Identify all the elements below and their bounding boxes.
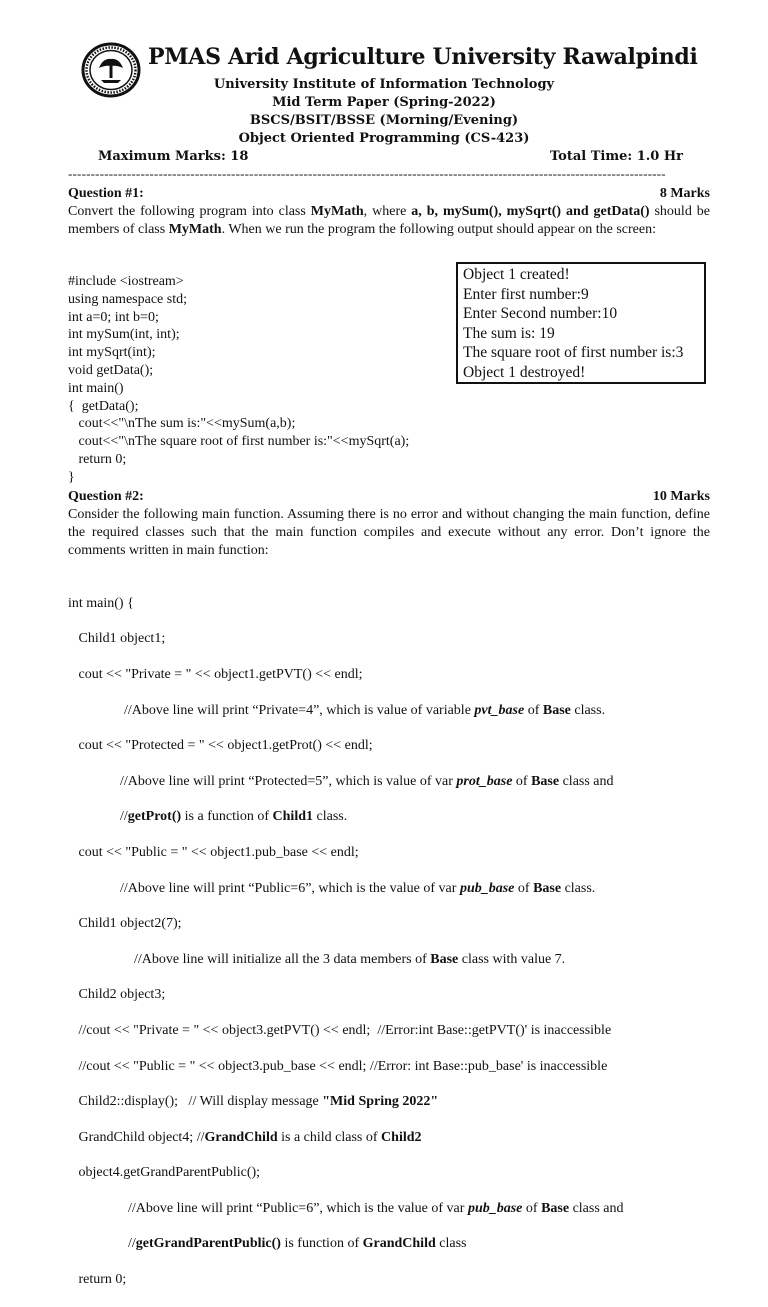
comment-keyword: pub_base	[459, 880, 515, 896]
comment-keyword: pub_base	[467, 1200, 523, 1216]
q1-members: a, b, mySum(), mySqrt() and getData()	[411, 204, 650, 219]
question-1-code	[68, 273, 409, 487]
code-comment	[68, 1235, 624, 1253]
code-line: int mySum(int, int);	[68, 327, 180, 343]
code-comment	[68, 808, 624, 826]
comment-text: of	[522, 1200, 542, 1216]
code-line: Child1 object1;	[68, 631, 166, 647]
question-2-title: Question #2:	[68, 489, 144, 504]
code-comment	[68, 880, 624, 898]
code-line: return 0;	[68, 451, 127, 467]
comment-keyword: Base	[533, 880, 562, 896]
course-title: Object Oriented Programming (CS-423)	[238, 131, 530, 146]
programs-line: BSCS/BSIT/BSSE (Morning/Evening)	[249, 113, 519, 128]
code-line: //cout << "Private = " << object3.getPVT() << endl; //Error:int Base::getPVT()' is inaccessible	[68, 1022, 612, 1038]
q1-class-name: MyMath	[168, 222, 222, 237]
code-line: int main() {	[68, 595, 134, 611]
question-1-header	[68, 185, 710, 203]
comment-text: //	[120, 809, 128, 825]
comment-keyword: Child1	[272, 809, 313, 825]
output-line: The sum is: 19	[463, 324, 555, 342]
code-line: Child1 object2(7);	[68, 916, 182, 932]
comment-text: //Above line will print “Public=6”, which is the value of var	[120, 880, 460, 896]
program-output-box	[456, 262, 706, 384]
code-line: int mySqrt(int);	[68, 345, 156, 361]
comment-text: //Above line will print “Public=6”, which is the value of var	[128, 1200, 468, 1216]
comment-keyword: Base	[542, 702, 571, 718]
q1-text-part: . When we run the program the following output should appear on the screen:	[221, 222, 656, 237]
q1-text-part: , where	[363, 204, 412, 219]
code-line: cout << "Protected = " << object1.getProt() << endl;	[68, 738, 373, 754]
university-name: PMAS Arid Agriculture University Rawalpindi	[148, 44, 698, 70]
question-2-marks: 10 Marks	[652, 489, 710, 504]
comment-keyword: Base	[430, 951, 459, 967]
output-line: Object 1 created!	[463, 266, 570, 283]
code-line: cout << "Private = " << object1.getPVT() << endl;	[68, 666, 363, 682]
code-string: "Mid Spring 2022"	[322, 1094, 439, 1110]
code-line: }	[68, 469, 75, 485]
question-2-text: Consider the following main function. Assuming there is no error and without changing the main function, define the required classes such that the main function compiles and execute without any error. Don’t ignore the comments written in main function:	[68, 507, 710, 558]
comment-text: class.	[561, 880, 596, 896]
comment-text: class.	[313, 809, 348, 825]
code-line: void getData();	[68, 362, 154, 378]
comment-text: //	[128, 1236, 136, 1252]
comment-text: class and	[559, 773, 614, 789]
code-line: { getData();	[68, 398, 139, 414]
code-line: using namespace std;	[68, 291, 187, 307]
code-line: //cout << "Public = " << object3.pub_base << endl; //Error: int Base::pub_base' is inaccessible	[68, 1058, 608, 1074]
q1-text-part: Convert the following program into class	[68, 204, 311, 219]
question-2-header	[68, 488, 710, 506]
code-comment	[68, 951, 624, 969]
code-line: int main()	[68, 380, 124, 396]
comment-text: //Above line will initialize all the 3 data members of	[134, 951, 431, 967]
output-line: Object 1 destroyed!	[463, 363, 586, 381]
q1-text-part: should be members of class	[68, 204, 710, 237]
code-line: cout<<"\nThe sum is:"<<mySum(a,b);	[68, 416, 296, 432]
institute-name: University Institute of Information Technology	[213, 77, 555, 92]
code-line: return 0;	[68, 1272, 127, 1288]
comment-keyword: getGrandParentPublic()	[135, 1236, 281, 1252]
q1-class-name: MyMath	[310, 204, 364, 219]
code-line: object4.getGrandParentPublic();	[68, 1165, 261, 1181]
separator-line: ------------------------------------------------------------------------------------------------------------------------------------	[68, 166, 666, 181]
comment-text: is a function of	[181, 809, 273, 825]
comment-text: of	[514, 880, 534, 896]
code-line	[68, 1093, 624, 1111]
comment-text: //Above line will print “Private=4”, which is value of variable	[124, 702, 475, 718]
output-line: Enter first number:9	[463, 285, 589, 303]
comment-text: is function of	[280, 1236, 363, 1252]
code-comment	[68, 702, 624, 720]
paper-title: Mid Term Paper (Spring-2022)	[272, 95, 496, 110]
comment-keyword: GrandChild	[362, 1236, 436, 1252]
code-line	[68, 1129, 624, 1147]
comment-keyword: pvt_base	[474, 702, 525, 718]
question-1-marks: 8 Marks	[659, 186, 710, 201]
comment-keyword: Base	[531, 773, 560, 789]
code-line: Child2 object3;	[68, 987, 166, 1003]
comment-text: class with value 7.	[458, 951, 566, 967]
code-line: cout<<"\nThe square root of first number is:"<<mySqrt(a);	[68, 434, 410, 450]
comment-text: class and	[569, 1200, 624, 1216]
maximum-marks: Maximum Marks: 18	[98, 149, 249, 164]
code-comment	[68, 773, 624, 791]
comment-text: class.	[570, 702, 606, 718]
question-1-title: Question #1:	[68, 186, 144, 201]
code-text: GrandChild object4; //	[68, 1129, 205, 1145]
comment-keyword: Base	[541, 1200, 570, 1216]
output-line: The square root of first number is:3	[463, 344, 684, 362]
question-1-text	[68, 203, 710, 239]
code-comment	[68, 1200, 624, 1218]
comment-text: //Above line will print “Protected=5”, which is value of var	[120, 773, 457, 789]
code-line: #include <iostream>	[68, 274, 184, 289]
total-time: Total Time: 1.0 Hr	[550, 149, 683, 164]
code-text: is a child class of	[277, 1129, 382, 1145]
comment-keyword: getProt()	[127, 809, 182, 825]
comment-text: of	[512, 773, 532, 789]
comment-text: class	[435, 1236, 467, 1252]
code-keyword: GrandChild	[204, 1129, 278, 1145]
code-keyword: Child2	[381, 1129, 422, 1145]
code-line: int a=0; int b=0;	[68, 309, 159, 325]
comment-text: of	[524, 702, 543, 718]
code-line: cout << "Public = " << object1.pub_base << endl;	[68, 844, 359, 860]
code-text: Child2::display(); // Will display message	[68, 1094, 323, 1110]
comment-keyword: prot_base	[456, 773, 513, 789]
question-2-code	[68, 577, 624, 1307]
output-line: Enter Second number:10	[463, 305, 618, 323]
